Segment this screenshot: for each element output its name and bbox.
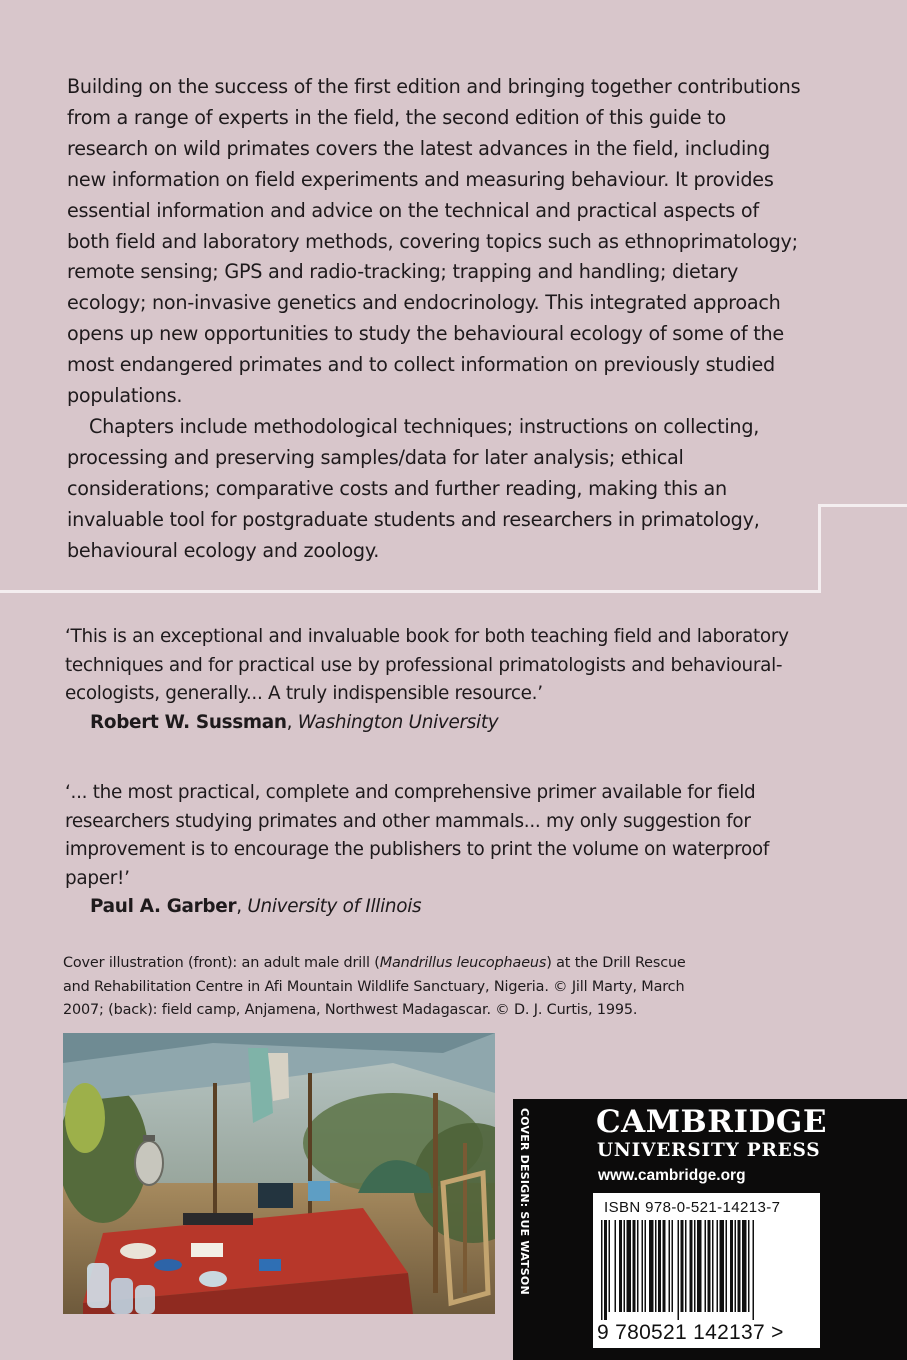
credit-species: Mandrillus leucophaeus bbox=[379, 955, 547, 971]
blurb-paragraph-1: Building on the success of the first edition and bringing together contributions from a range of experts in the field, the second edition of this guide to research on wild primates covers the latest advances in the field, including new information on field experiments and measuring behaviour. It provides essential information and advice on the technical and practical aspects of both field and laboratory methods, covering topics such as ethnoprimatology; remote sensing; GPS and radio-tracking; trapping and handling; dietary ecology; non-invasive genetics and endocrinology. This integrated approach opens up new opportunities to study the behavioural ecology of some of the most endangered primates and to collect information on previously studied populations. bbox=[67, 75, 801, 408]
blurb-paragraph-2: Chapters include methodological techniques; instructions on collecting, processing and preserving samples/data for later analysis; ethical considerations; comparative costs and further reading, making this an invaluable tool for postgraduate students and researchers in primatology, behavioural ecology and zoology. bbox=[67, 414, 760, 562]
quote-affiliation: Washington University bbox=[297, 711, 499, 733]
isbn-barcode-panel bbox=[593, 1193, 820, 1348]
barcode-icon bbox=[601, 1220, 813, 1320]
quote-author: Robert W. Sussman bbox=[90, 711, 287, 733]
review-quote-1 bbox=[65, 623, 835, 737]
quote-text: ‘... the most practical, complete and comprehensive primer available for field researchers studying primates and other mammals... my only suggestion for improvement is to encourage the publishers to print the volume on waterproof paper!’ bbox=[65, 782, 770, 889]
frame-divider-top bbox=[818, 504, 907, 507]
quote-text: ‘This is an exceptional and invaluable book for both teaching field and laboratory techniques and for practical use by professional primatologists and behavioural-ecologists, generally... A truly indispensible resource.’ bbox=[65, 626, 789, 705]
barcode-digits: 9 780521 142137 > bbox=[597, 1321, 784, 1344]
quote-author: Paul A. Garber bbox=[90, 896, 237, 918]
publisher-name: CAMBRIDGE bbox=[596, 1104, 827, 1140]
review-quote-2 bbox=[65, 779, 835, 922]
cover-design-credit bbox=[514, 1108, 542, 1298]
credit-text-end: ) at the Drill Rescue and Rehabilitation Centre in Afi Mountain Wildlife Sanctuary, Nigeria. © Jill Marty, March 2007; (back): field camp, Anjamena, Northwest Madagascar. © D. J. Curtis, 1995. bbox=[63, 955, 686, 1019]
isbn-label: ISBN 978-0-521-14213-7 bbox=[604, 1199, 781, 1216]
description-blurb bbox=[67, 72, 802, 567]
cover-design-text: COVER DESIGN: SUE WATSON bbox=[518, 1108, 531, 1295]
quote-attribution: Paul A. Garber, University of Illinois bbox=[90, 896, 422, 918]
publisher-url: www.cambridge.org bbox=[598, 1167, 746, 1184]
publisher-press: UNIVERSITY PRESS bbox=[597, 1140, 821, 1161]
field-camp-photo bbox=[63, 1033, 495, 1314]
quote-affiliation: University of Illinois bbox=[247, 896, 422, 918]
frame-divider-right bbox=[818, 504, 821, 593]
quote-attribution: Robert W. Sussman, Washington University bbox=[90, 711, 499, 733]
frame-divider-bottom bbox=[0, 590, 821, 593]
credit-text-start: Cover illustration (front): an adult male drill ( bbox=[63, 955, 380, 971]
cover-illustration-credit bbox=[63, 952, 703, 1023]
